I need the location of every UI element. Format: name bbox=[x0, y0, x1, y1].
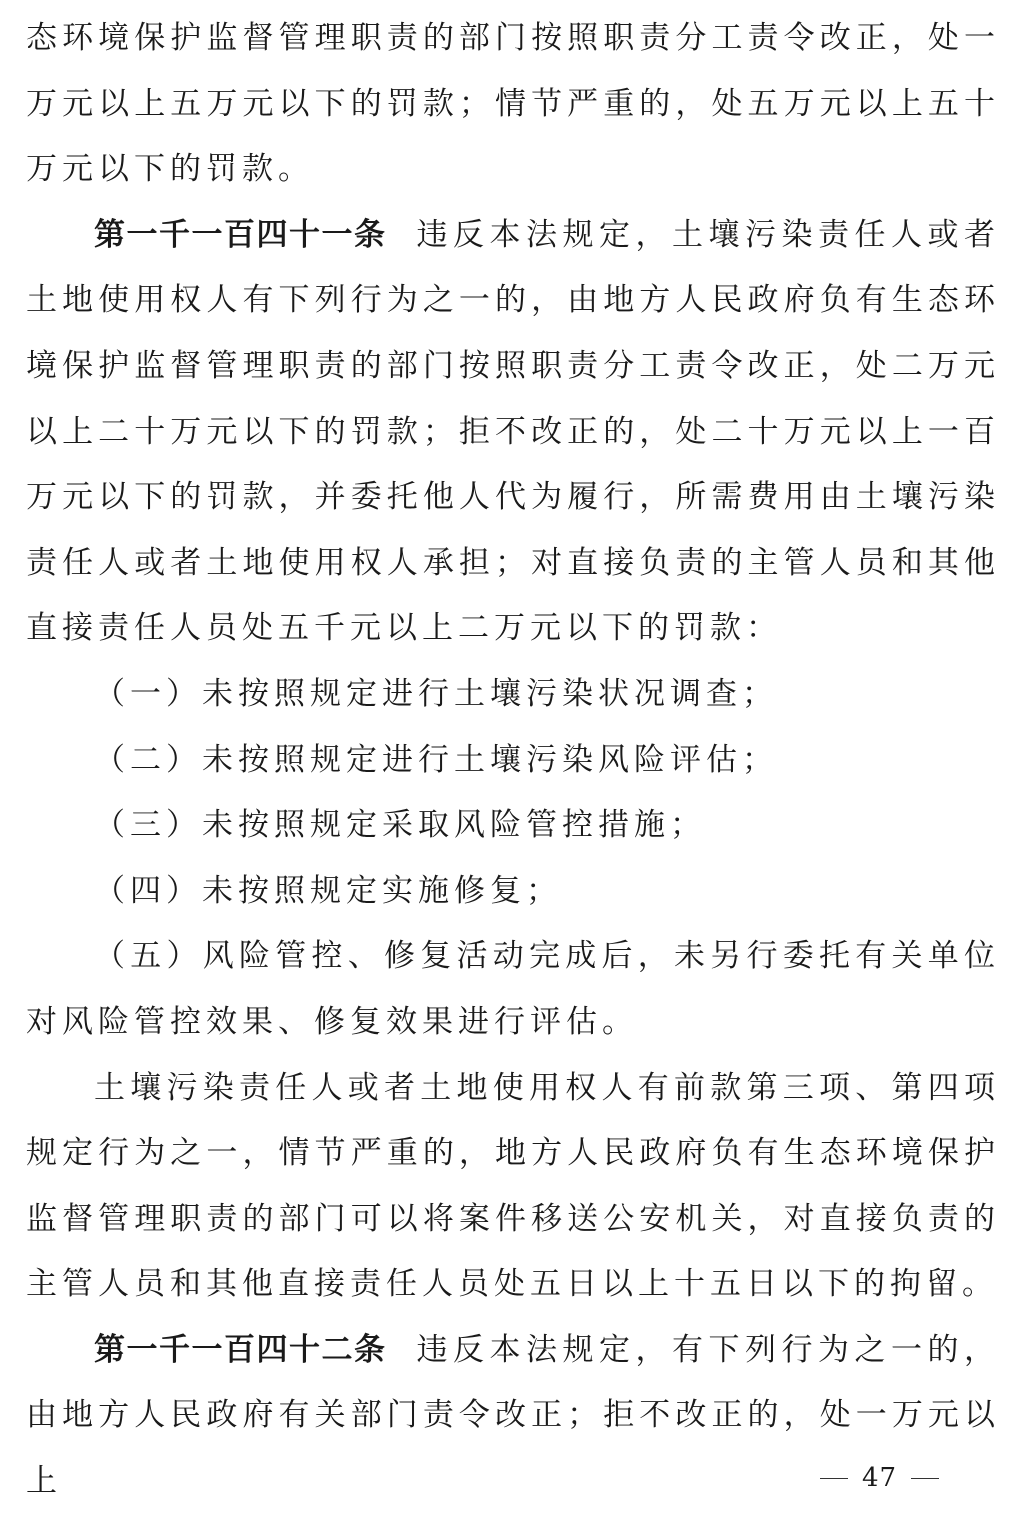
list-item-text: （五）风险管控、修复活动完成后，未另行委托有关单位对风险管控效果、修复效果进行评估。 bbox=[26, 938, 1000, 1040]
article-1141 bbox=[26, 203, 1000, 662]
list-item-3 bbox=[26, 793, 1000, 859]
footer-dash-left bbox=[820, 1478, 848, 1479]
document-page bbox=[26, 6, 1000, 1515]
paragraph-continuation bbox=[26, 6, 1000, 203]
paragraph-text: 土壤污染责任人或者土地使用权人有前款第三项、第四项规定行为之一，情节严重的，地方人民政府负有生态环境保护监督管理职责的部门可以将案件移送公安机关，对直接负责的主管人员和其他直接责任人员处五日以上十五日以下的拘留。 bbox=[26, 1069, 1000, 1303]
paragraph-text: 违反本法规定，土壤污染责任人或者土地使用权人有下列行为之一的，由地方人民政府负有生态环境保护监督管理职责的部门按照职责分工责令改正，处二万元以上二十万元以下的罚款；拒不改正的，处二十万元以上一百万元以下的罚款，并委托他人代为履行，所需费用由土壤污染责任人或者土地使用权人承担；对直接负责的主管人员和其他直接责任人员处五千元以上二万元以下的罚款： bbox=[26, 216, 1000, 647]
footer-dash-right bbox=[911, 1478, 939, 1479]
paragraph-detention-clause bbox=[26, 1056, 1000, 1318]
list-item-2 bbox=[26, 728, 1000, 794]
list-item-text: （三）未按照规定采取风险管控措施； bbox=[94, 807, 706, 844]
article-number: 第一千一百四十一条 bbox=[94, 216, 387, 253]
list-item-4 bbox=[26, 859, 1000, 925]
list-item-5 bbox=[26, 924, 1000, 1055]
paragraph-text: 违反本法规定，有下列行为之一的，由地方人民政府有关部门责令改正；拒不改正的，处一万元以上 bbox=[26, 1331, 1000, 1500]
page-number: 47 bbox=[862, 1463, 898, 1493]
list-item-text: （二）未按照规定进行土壤污染风险评估； bbox=[94, 741, 778, 778]
list-item-text: （一）未按照规定进行土壤污染状况调查； bbox=[94, 675, 778, 712]
article-number: 第一千一百四十二条 bbox=[94, 1331, 387, 1368]
paragraph-text: 态环境保护监督管理职责的部门按照职责分工责令改正，处一万元以上五万元以下的罚款；情节严重的，处五万元以上五十万元以下的罚款。 bbox=[26, 20, 1000, 188]
list-item-text: （四）未按照规定实施修复； bbox=[94, 872, 562, 909]
page-footer bbox=[820, 1458, 1020, 1498]
list-item-1 bbox=[26, 662, 1000, 728]
